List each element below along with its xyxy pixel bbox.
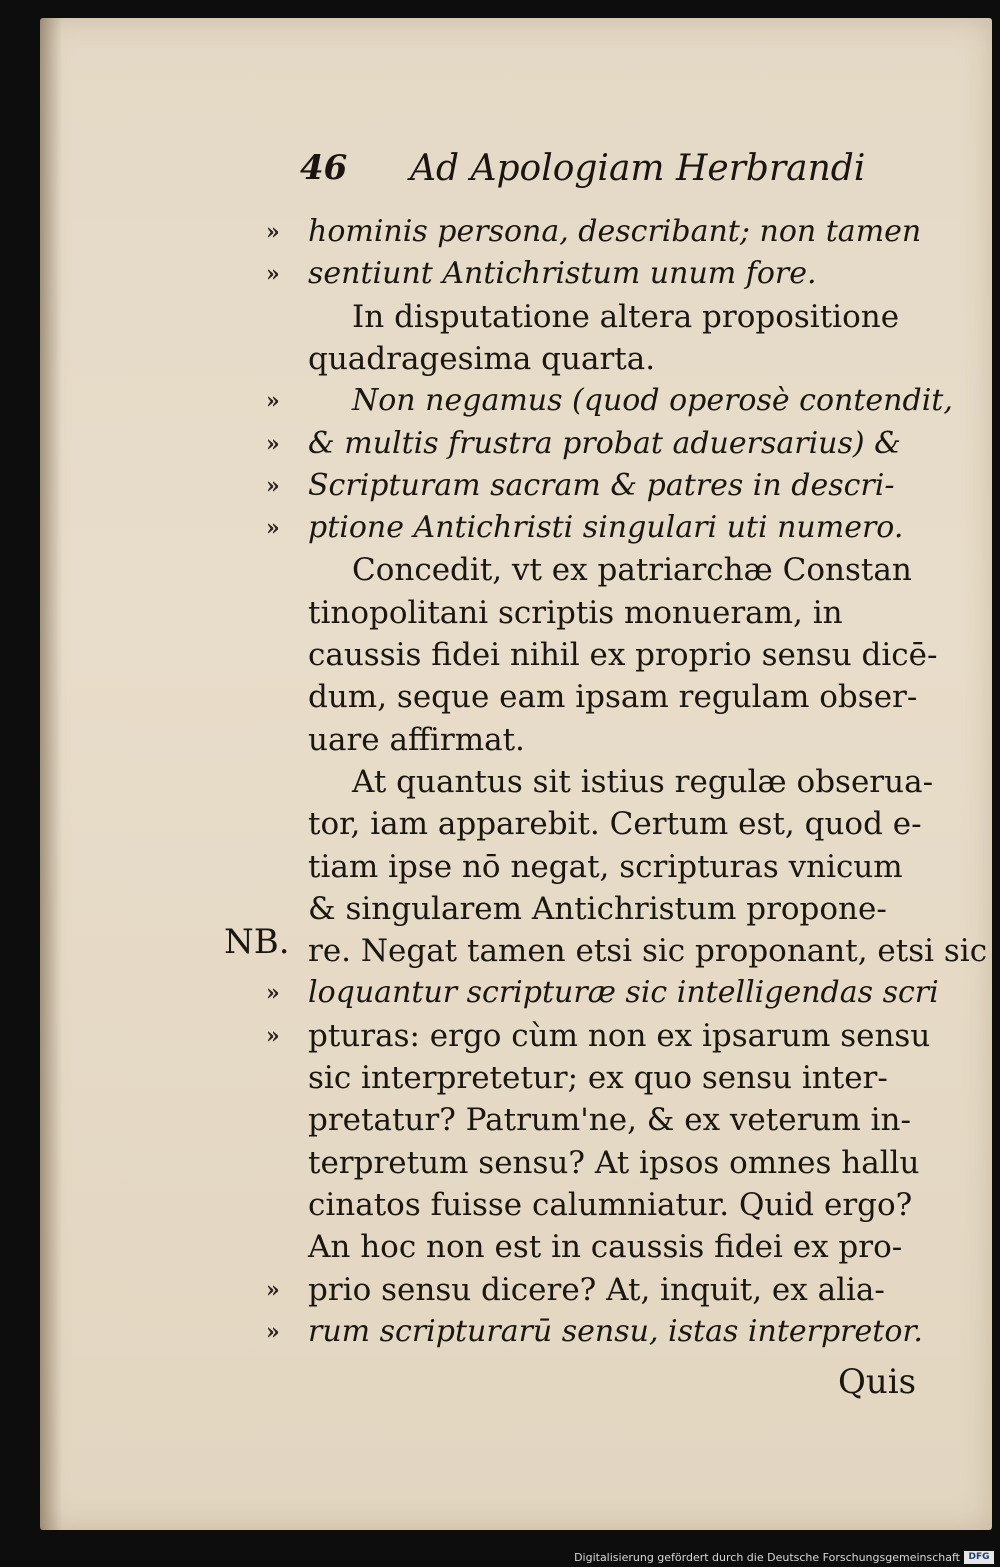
text-line: sentiunt Antichristum unum fore. (308, 256, 817, 291)
page-number: 46 (300, 148, 348, 188)
page-header (300, 148, 866, 202)
text-line: pretatur? Patrum'ne, & ex veterum in- (308, 1102, 911, 1138)
text-line: pturas: ergo cùm non ex ipsarum sensu (308, 1018, 931, 1054)
quote-marker: » (266, 261, 280, 287)
text-line: quadragesima quarta. (308, 341, 656, 377)
text-line: sic interpretetur; ex quo sensu inter- (308, 1060, 888, 1096)
text-line: terpretum sensu? At ipsos omnes hallu (308, 1145, 920, 1181)
text-line: & multis frustra probat aduersarius) & (308, 426, 901, 461)
text-line: At quantus sit istius regulæ obserua- (352, 764, 934, 800)
text-line: An hoc non est in caussis fidei ex pro- (308, 1229, 903, 1265)
text-line: & singularem Antichristum propone- (308, 891, 887, 927)
text-line: prio sensu dicere? At, inquit, ex alia- (308, 1272, 885, 1308)
dfg-logo: DFG (964, 1551, 994, 1564)
page-gutter-shadow (40, 18, 62, 1530)
text-line: cinatos fuisse calumniatur. Quid ergo? (308, 1187, 913, 1223)
quote-marker: » (266, 1277, 280, 1303)
running-title: Ad Apologiam Herbrandi (410, 148, 866, 189)
text-line: hominis persona, describant; non tamen (308, 214, 922, 249)
text-line: Non negamus (quod operosè contendit, (352, 383, 953, 418)
quote-marker: » (266, 515, 280, 541)
text-line: caussis fidei nihil ex proprio sensu dicē- (308, 637, 938, 673)
quote-marker: » (266, 473, 280, 499)
text-line: loquantur scripturæ sic intelligendas scri (308, 975, 939, 1010)
text-line: tor, iam apparebit. Certum est, quod e- (308, 806, 922, 842)
text-line: Concedit, vt ex patriarchæ Constan (352, 552, 912, 588)
margin-note-nb: NB. (224, 922, 290, 962)
quote-marker: » (266, 980, 280, 1006)
text-line: uare affirmat. (308, 722, 525, 758)
footer-credit: Digitalisierung gefördert durch die Deutsche Forschungsgemeinschaft (574, 1551, 960, 1564)
quote-marker: » (266, 431, 280, 457)
text-line: re. Negat tamen etsi sic proponant, etsi sic (308, 933, 988, 969)
text-line: rum scripturarū sensu, istas interpretor. (308, 1314, 923, 1349)
catchword: Quis (838, 1362, 917, 1402)
text-line: dum, seque eam ipsam regulam obser- (308, 679, 918, 715)
quote-marker: » (266, 1319, 280, 1345)
text-line: Scripturam sacram & patres in descri- (308, 468, 895, 503)
text-line: In disputatione altera propositione (352, 299, 900, 335)
quote-marker: » (266, 1023, 280, 1049)
quote-marker: » (266, 219, 280, 245)
quote-marker: » (266, 388, 280, 414)
text-line: tiam ipse nō negat, scripturas vnicum (308, 849, 903, 885)
text-line: ptione Antichristi singulari uti numero. (308, 510, 904, 545)
text-line: tinopolitani scriptis monueram, in (308, 595, 843, 631)
